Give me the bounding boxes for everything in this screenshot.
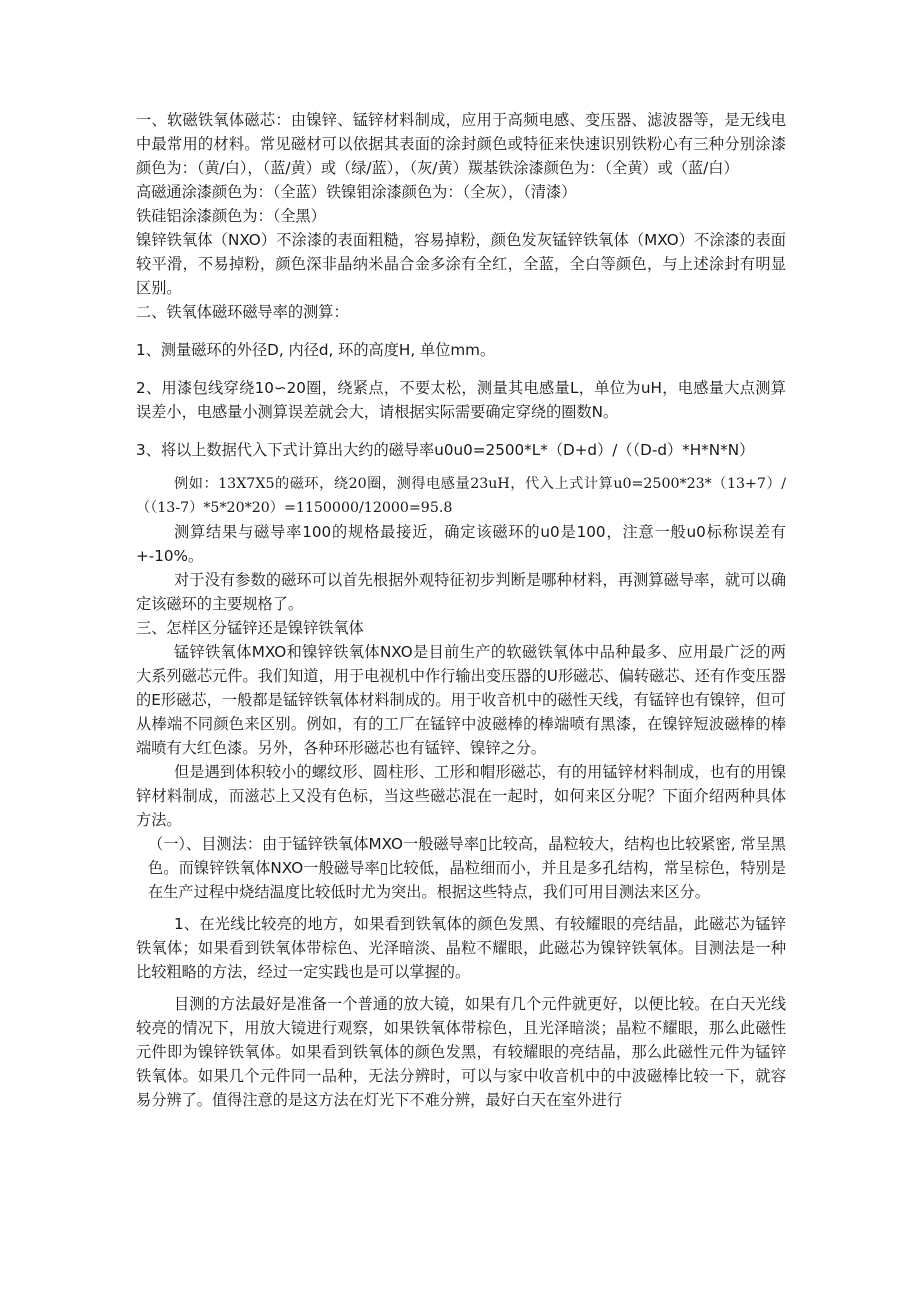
- unknown-ring-note: 对于没有参数的磁环可以首先根据外观特征初步判断是哪种材料，再测算磁导率，就可以确定该磁环的主要规格了。: [136, 571, 786, 613]
- step-2: 2、用漆包线穿绕10∽20圈，绕紧点，不要太松，测量其电感量L，单位为uH，电感量大点测算误差小，电感量小测算误差就会大，请根据实际需要确定穿绕的圈数N。: [136, 379, 786, 421]
- paragraph-mxo-nxo-overview: 锰锌铁氧体MXO和镍锌铁氧体NXO是目前生产的软磁铁氧体中品种最多、应用最广泛的两大系列磁芯元件。我们知道，用于电视机中作行输出变压器的U形磁芯、偏转磁芯、还有作变压器的E形磁芯，一般都是锰锌铁氧体材料制成的。用于收音机中的磁性天线，有锰锌也有镍锌，但可从棒端不同颜色来区别。例如，有的工厂在锰锌中波磁棒的棒端喷有黑漆，在镍锌短波磁棒的棒端喷有大红色漆。另外，各种环形磁芯也有锰锌、镍锌之分。: [136, 643, 786, 757]
- step-1: 1、测量磁环的外径D, 内径d, 环的高度H, 单位mm。: [136, 341, 496, 359]
- section-2-heading: 二、铁氧体磁环磁导率的测算：: [136, 303, 349, 321]
- paragraph-magnifier: 目测的方法最好是准备一个普通的放大镜，如果有几个元件就更好，以便比较。在白天光线较亮的情况下，用放大镜进行观察，如果铁氧体带棕色，且光泽暗淡；晶粒不耀眼，那么此磁性元件即为镍锌铁氧体。如果看到铁氧体的颜色发黑，有较耀眼的亮结晶，那么此磁性元件为锰锌铁氧体。如果几个元件同一品种，无法分辨时，可以与家中收音机中的中波磁棒比较一下，就容易分辨了。值得注意的是这方法在灯光下不难分辨，最好白天在室外进行: [136, 995, 786, 1109]
- paragraph-small-cores: 但是遇到体积较小的螺纹形、圆柱形、工形和帽形磁芯，有的用锰锌材料制成，也有的用镍锌材料制成，而滋芯上又没有色标，当这些磁芯混在一起时，如何来区分呢？下面介绍两种具体方法。: [136, 763, 786, 829]
- method-visual-heading: （一）、目测法：由于锰锌铁氧体MXO一般磁导率▯比较高，晶粒较大，结构也比较紧密, 常呈黑色。而镍锌铁氧体NXO一般磁导率▯比较低，晶粒细而小，并且是多孔结构，常呈棕色，特别是在生产过程中烧结温度比较低时尤为突出。根据这些特点，我们可用目测法来区分。: [148, 835, 786, 901]
- document-page: [136, 108, 786, 1112]
- section-1-intro: 一、软磁铁氧体磁芯：由镍锌、锰锌材料制成，应用于高频电感、变压器、滤波器等，是无线电中最常用的材料。常见磁材可以依据其表面的涂封颜色或特征来快速识别铁粉心有三种分别涂漆颜色为：（黄/白），（蓝/黄）或（绿/蓝），（灰/黄）羰基铁涂漆颜色为：（全黄）或（蓝/白）: [136, 111, 786, 177]
- paragraph-sendust: 铁硅铝涂漆颜色为：（全黑）: [136, 207, 326, 225]
- step-3-formula: 3、将以上数据代入下式计算出大约的磁导率u0u0=2500*L*（D+d）/（（D-d）*H*N*N）: [136, 441, 755, 459]
- paragraph-nxo-mxo: 镍锌铁氧体（NXO）不涂漆的表面粗糙，容易掉粉，颜色发灰锰锌铁氧体（MXO）不涂漆的表面较平滑，不易掉粉，颜色深非晶纳米晶合金多涂有全红，全蓝，全白等颜色，与上述涂封有明显区别。: [136, 231, 786, 297]
- result-note: 测算结果与磁导率100的规格最接近，确定该磁环的u0是100，注意一般u0标称误差有+-10%。: [136, 523, 786, 565]
- paragraph-high-flux: 高磁通涂漆颜色为：（全蓝）铁镍钼涂漆颜色为：（全灰），（清漆）: [136, 183, 577, 201]
- section-3-heading: 三、怎样区分锰锌还是镍锌铁氧体: [136, 619, 364, 637]
- example-calculation: 例如：13X7X5的磁环，绕20圈，测得电感量23uH，代入上式计算u0=2500*23*（13+7）/（（13-7）*5*20*20）=1150000/12000=95.8: [136, 476, 786, 516]
- visual-step-1: 1、在光线比较亮的地方，如果看到铁氧体的颜色发黑、有较耀眼的亮结晶，此磁芯为锰锌铁氧体；如果看到铁氧体带棕色、光泽暗淡、晶粒不耀眼，此磁芯为镍锌铁氧体。目测法是一种比较粗略的方法，经过一定实践也是可以掌握的。: [136, 915, 786, 981]
